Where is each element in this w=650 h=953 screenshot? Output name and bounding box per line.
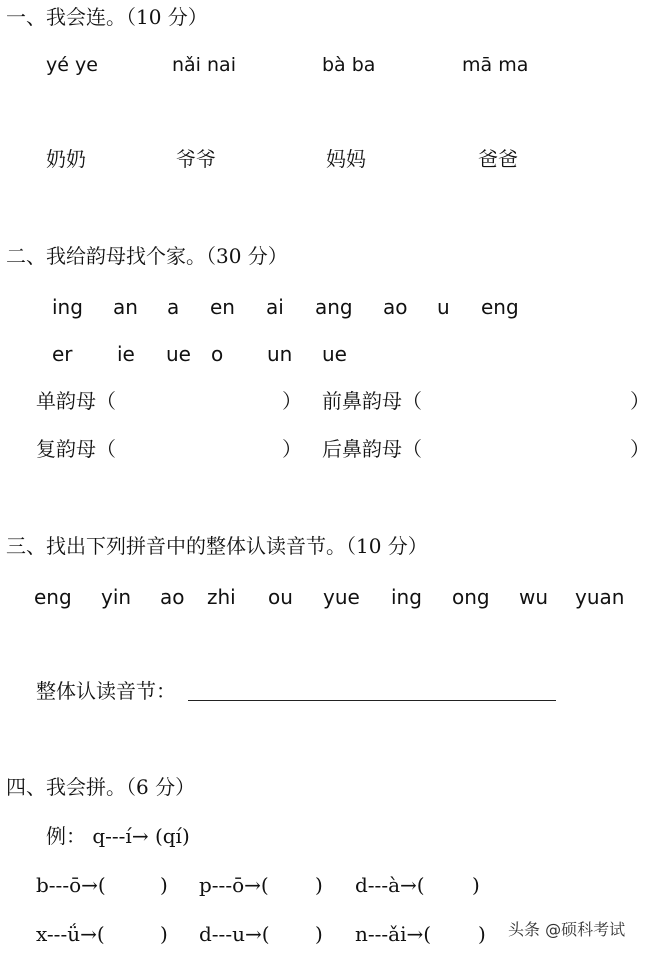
- final-item: eng: [481, 295, 519, 319]
- category-close: ）: [630, 437, 650, 461]
- chinese-word: 爸爸: [478, 147, 518, 171]
- spell-close: ): [472, 873, 480, 897]
- category-close: ）: [282, 389, 302, 413]
- section-3-title: 三、找出下列拼音中的整体认读音节。（10 分）: [6, 534, 428, 558]
- category-label: 复韵母（: [36, 437, 116, 461]
- answer-blank-line[interactable]: [188, 700, 556, 701]
- syllable-item: wu: [519, 585, 549, 609]
- final-item: ang: [315, 295, 353, 319]
- final-item: an: [113, 295, 138, 319]
- pinyin-item: bà ba: [322, 54, 376, 76]
- spell-close: ): [315, 873, 323, 897]
- pinyin-item: yé ye: [46, 54, 98, 76]
- spell-item: n---ǎi→(: [355, 922, 432, 946]
- final-item: u: [437, 295, 450, 319]
- final-item: ing: [52, 295, 83, 319]
- spell-item: b---ō→(: [36, 873, 106, 897]
- syllable-item: ou: [268, 585, 293, 609]
- category-close: ）: [630, 389, 650, 413]
- section-4-title: 四、我会拼。（6 分）: [6, 775, 196, 799]
- spell-item: d---u→(: [199, 922, 270, 946]
- category-close: ）: [282, 437, 302, 461]
- category-label: 前鼻韵母（: [322, 389, 422, 413]
- chinese-word: 爷爷: [176, 147, 216, 171]
- syllable-item: yin: [101, 585, 132, 609]
- final-item: en: [210, 295, 235, 319]
- syllable-item: eng: [34, 585, 72, 609]
- syllable-item: yuan: [575, 585, 625, 609]
- watermark-text: 头条 @硕科考试: [508, 920, 626, 939]
- syllable-item: ao: [160, 585, 185, 609]
- final-item: er: [52, 342, 73, 366]
- pinyin-item: nǎi nai: [172, 54, 236, 76]
- pinyin-item: mā ma: [462, 54, 529, 76]
- answer-label: 整体认读音节：: [36, 679, 176, 703]
- final-item: ie: [117, 342, 135, 366]
- final-item: ue: [166, 342, 191, 366]
- spell-item: p---ō→(: [199, 873, 269, 897]
- spell-item: x---ǘ→(: [36, 922, 105, 946]
- final-item: un: [267, 342, 293, 366]
- final-item: ai: [266, 295, 284, 319]
- section-2-title: 二、我给韵母找个家。（30 分）: [6, 244, 288, 268]
- category-label: 后鼻韵母（: [322, 437, 422, 461]
- spell-close: ): [160, 922, 168, 946]
- category-label: 单韵母（: [36, 389, 116, 413]
- final-item: o: [211, 342, 224, 366]
- syllable-item: yue: [323, 585, 360, 609]
- spell-close: ): [478, 922, 486, 946]
- final-item: ao: [383, 295, 408, 319]
- spell-close: ): [160, 873, 168, 897]
- chinese-word: 妈妈: [326, 147, 366, 171]
- final-item: a: [167, 295, 180, 319]
- spell-close: ): [315, 922, 323, 946]
- syllable-item: ing: [391, 585, 422, 609]
- example-line: 例： q---í→ (qí): [46, 824, 190, 848]
- spell-item: d---à→(: [355, 873, 425, 897]
- syllable-item: zhi: [207, 585, 236, 609]
- syllable-item: ong: [452, 585, 490, 609]
- final-item: ue: [322, 342, 347, 366]
- section-1-title: 一、我会连。（10 分）: [6, 5, 208, 29]
- chinese-word: 奶奶: [46, 147, 86, 171]
